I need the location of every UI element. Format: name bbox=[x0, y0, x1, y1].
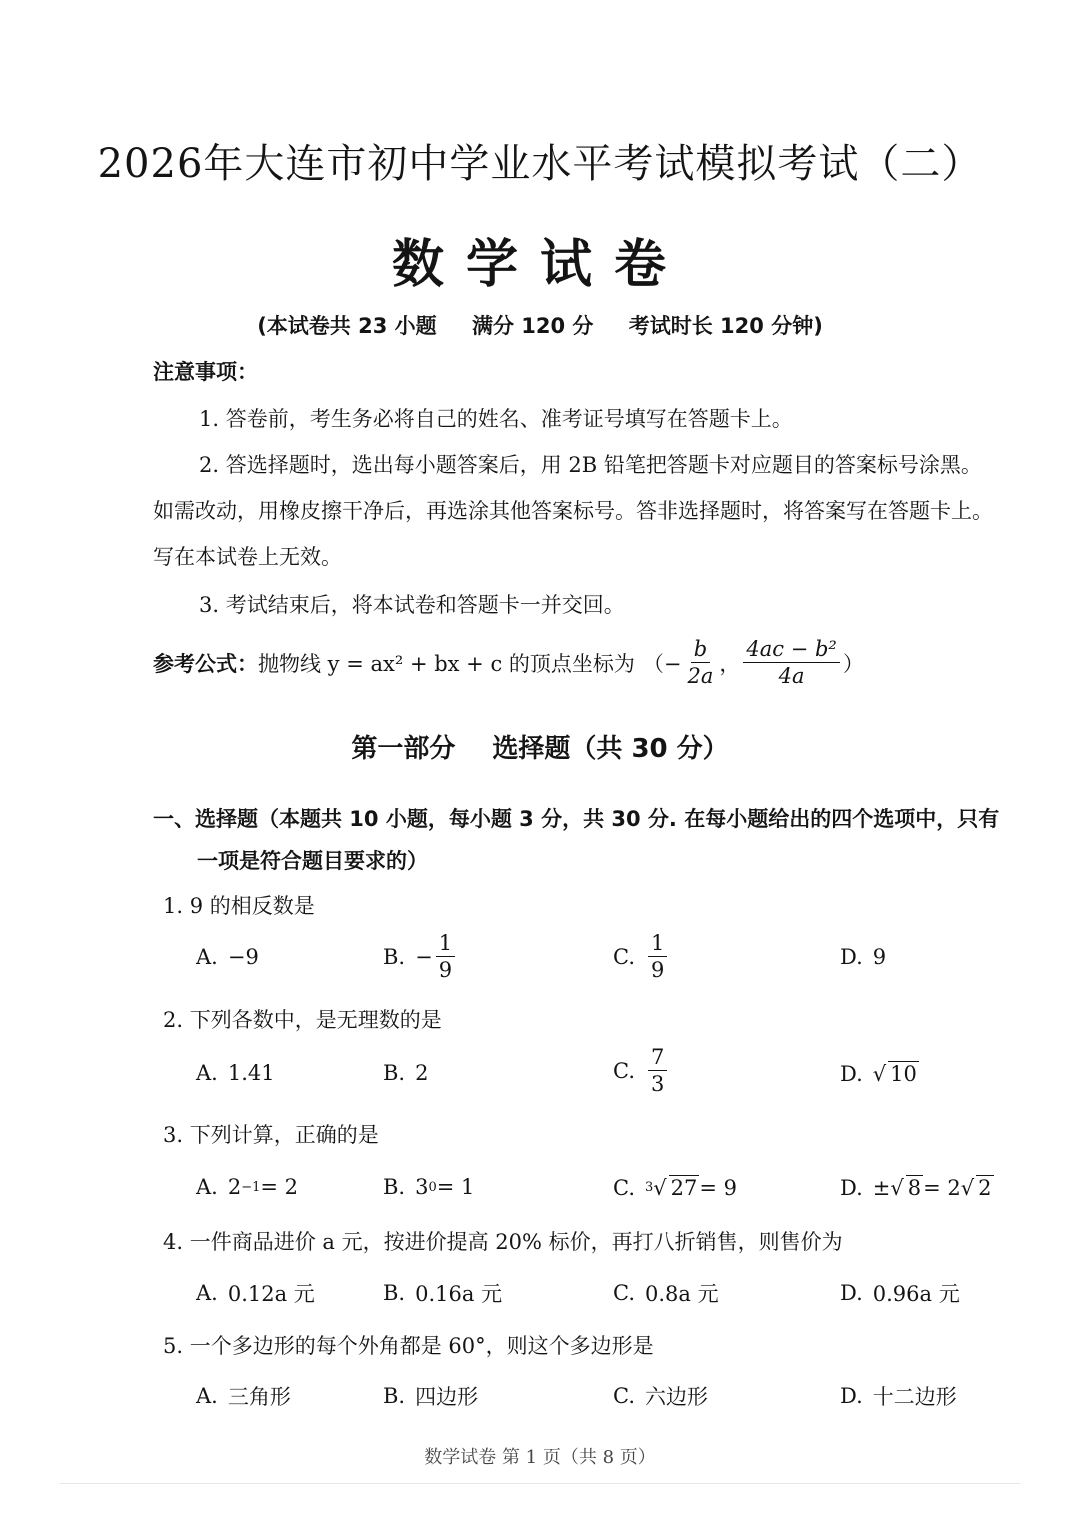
section-part: 第一部分 bbox=[351, 734, 456, 764]
plus-minus: ± bbox=[872, 1175, 891, 1200]
option-value: = 2 bbox=[923, 1175, 961, 1200]
option-value: 0.16a 元 bbox=[415, 1282, 503, 1306]
note-item-2-cont: 如需改动，用橡皮擦干净后，再选涂其他答案标号。答非选择题时，将答案写在答题卡上。 bbox=[153, 499, 993, 523]
option-value: 0.96a 元 bbox=[872, 1282, 960, 1306]
q3-option-d bbox=[840, 1175, 994, 1200]
fraction-numerator: 7 bbox=[648, 1044, 667, 1071]
q2-option-d bbox=[840, 1061, 919, 1086]
option-sign: − bbox=[415, 944, 433, 969]
option-value: = 2 bbox=[260, 1175, 299, 1199]
option-label: C. bbox=[613, 1384, 635, 1408]
option-fraction bbox=[436, 930, 455, 983]
option-label: A. bbox=[196, 945, 218, 969]
option-value: = 9 bbox=[699, 1175, 738, 1200]
radicand: 2 bbox=[978, 1176, 992, 1200]
option-label: B. bbox=[383, 1281, 406, 1305]
note-item-1: 1. 答卷前，考生务必将自己的姓名、准考证号填写在答题卡上。 bbox=[199, 407, 793, 431]
exam-info-count: (本试卷共 23 小题 bbox=[257, 314, 437, 338]
power-exponent: 0 bbox=[428, 1179, 437, 1195]
option-value: 十二边形 bbox=[872, 1385, 957, 1409]
option-fraction bbox=[648, 1044, 667, 1097]
q1-option-c bbox=[613, 930, 670, 983]
fraction-numerator: 1 bbox=[648, 930, 667, 957]
question-3-stem: 3. 下列计算，正确的是 bbox=[163, 1123, 379, 1147]
page-footer: 数学试卷 第 1 页（共 8 页） bbox=[424, 1447, 656, 1468]
option-value: 六边形 bbox=[645, 1385, 708, 1409]
option-label: B. bbox=[383, 944, 406, 969]
formula-comma: ， bbox=[719, 651, 741, 676]
option-label: C. bbox=[613, 1058, 635, 1083]
q5-option-b bbox=[383, 1381, 478, 1411]
option-label: D. bbox=[840, 1175, 863, 1200]
q3-option-c bbox=[613, 1175, 737, 1200]
fraction-numerator: b bbox=[691, 636, 710, 663]
radicand: 8 bbox=[907, 1176, 922, 1200]
option-value: 1.41 bbox=[227, 1061, 275, 1085]
note-item-2-end: 写在本试卷上无效。 bbox=[153, 545, 342, 569]
q4-option-b bbox=[383, 1278, 502, 1308]
fraction-numerator: 4ac − b² bbox=[743, 636, 839, 663]
q2-option-a bbox=[196, 1061, 275, 1085]
q3-option-a bbox=[196, 1175, 298, 1199]
option-label: D. bbox=[840, 1061, 863, 1086]
formula-open: （− bbox=[642, 651, 682, 676]
option-label: C. bbox=[613, 1281, 635, 1305]
fraction-denominator: 9 bbox=[651, 958, 665, 982]
power-base: 3 bbox=[415, 1175, 429, 1199]
fraction-denominator: 3 bbox=[651, 1072, 665, 1096]
reference-formula bbox=[153, 636, 864, 689]
exam-title: 2026年大连市初中学业水平考试模拟考试（二） bbox=[97, 141, 983, 187]
option-label: B. bbox=[383, 1384, 406, 1408]
root-index: 3 bbox=[645, 1180, 654, 1195]
q5-option-d bbox=[840, 1381, 957, 1411]
formula-close: ） bbox=[842, 651, 864, 676]
sqrt-symbol: √ bbox=[872, 1061, 887, 1086]
vertex-x-fraction bbox=[685, 636, 717, 689]
subject-title: 数学试卷 bbox=[391, 235, 688, 295]
power-exponent: −1 bbox=[241, 1179, 261, 1195]
formula-label: 参考公式： bbox=[153, 651, 258, 676]
sqrt-symbol: √ bbox=[890, 1175, 904, 1200]
exam-info-score: 满分 120 分 bbox=[471, 314, 594, 338]
question-1-stem: 1. 9 的相反数是 bbox=[163, 894, 315, 918]
fraction-denominator: 4a bbox=[778, 664, 805, 688]
q2-option-c bbox=[613, 1044, 670, 1097]
q4-option-a bbox=[196, 1278, 315, 1308]
option-value: = 1 bbox=[436, 1175, 475, 1199]
option-value: −9 bbox=[227, 945, 259, 969]
sqrt-symbol: √ bbox=[960, 1175, 975, 1200]
vertex-y-fraction bbox=[743, 636, 839, 689]
question-2-stem: 2. 下列各数中，是无理数的是 bbox=[163, 1008, 442, 1032]
question-4-stem: 4. 一件商品进价 a 元，按进价提高 20% 标价，再打八折销售，则售价为 bbox=[163, 1230, 843, 1254]
option-label: D. bbox=[840, 1281, 863, 1305]
intro-text: （本题共 10 小题，每小题 3 分，共 30 分. 在每小题给出的四个选项中，只有 bbox=[258, 807, 1000, 831]
option-value: 三角形 bbox=[227, 1385, 291, 1409]
q1-option-a bbox=[196, 945, 259, 969]
option-label: C. bbox=[613, 944, 635, 969]
intro-text-cont: 一项是符合题目要求的） bbox=[197, 849, 428, 873]
note-item-2: 2. 答选择题时，选出每小题答案后，用 2B 铅笔把答题卡对应题目的答案标号涂黑。 bbox=[199, 453, 982, 477]
intro-heading: 一、选择题 bbox=[153, 807, 258, 831]
option-label: D. bbox=[840, 1384, 863, 1408]
fraction-numerator: 1 bbox=[436, 930, 455, 957]
option-value: 四边形 bbox=[415, 1385, 479, 1409]
radicand: 27 bbox=[670, 1176, 698, 1200]
q4-option-c bbox=[613, 1278, 719, 1308]
option-label: D. bbox=[840, 945, 863, 969]
q5-option-c bbox=[613, 1381, 708, 1411]
option-value: 0.8a 元 bbox=[645, 1282, 719, 1306]
option-label: A. bbox=[196, 1175, 218, 1199]
section-intro bbox=[153, 803, 999, 833]
q2-option-b bbox=[383, 1061, 428, 1085]
option-value: 9 bbox=[872, 945, 887, 969]
option-label: C. bbox=[613, 1175, 635, 1200]
option-label: B. bbox=[383, 1061, 406, 1085]
section-header bbox=[0, 728, 1080, 765]
note-item-3: 3. 考试结束后，将本试卷和答题卡一并交回。 bbox=[199, 593, 625, 617]
option-fraction bbox=[648, 930, 667, 983]
q5-option-a bbox=[196, 1381, 291, 1411]
option-label: A. bbox=[196, 1384, 218, 1408]
q4-option-d bbox=[840, 1278, 960, 1308]
option-label: B. bbox=[383, 1175, 406, 1199]
q1-option-b bbox=[383, 930, 458, 983]
exam-info-time: 考试时长 120 分钟) bbox=[628, 314, 823, 338]
fraction-denominator: 9 bbox=[438, 958, 453, 982]
notes-heading: 注意事项： bbox=[153, 360, 258, 384]
sqrt-symbol: √ bbox=[653, 1175, 667, 1200]
q3-option-b bbox=[383, 1175, 474, 1199]
option-value: 0.12a 元 bbox=[227, 1282, 315, 1306]
option-label: A. bbox=[196, 1281, 218, 1305]
option-label: A. bbox=[196, 1061, 218, 1085]
scan-edge-divider bbox=[60, 1483, 1020, 1484]
option-value: 2 bbox=[415, 1061, 429, 1085]
radicand: 10 bbox=[890, 1062, 917, 1086]
question-5-stem: 5. 一个多边形的每个外角都是 60°，则这个多边形是 bbox=[163, 1334, 654, 1358]
formula-text: 抛物线 y = ax² + bx + c 的顶点坐标为 bbox=[258, 651, 635, 676]
section-name: 选择题（共 30 分） bbox=[492, 734, 729, 764]
power-base: 2 bbox=[227, 1175, 242, 1199]
fraction-denominator: 2a bbox=[687, 664, 714, 688]
q1-option-d bbox=[840, 945, 886, 969]
exam-info bbox=[0, 310, 1080, 340]
